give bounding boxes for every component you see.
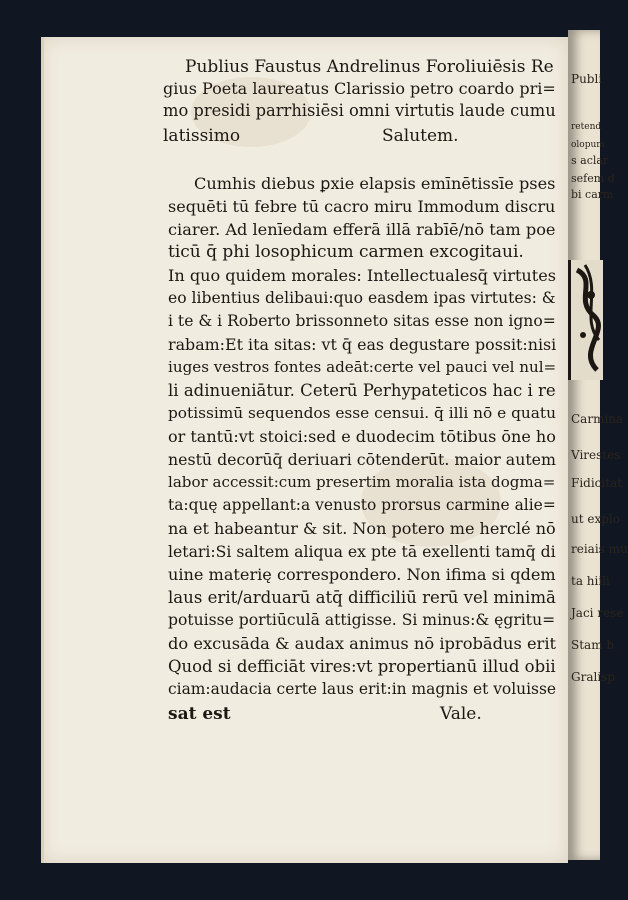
facing-fragment: olopum	[571, 140, 605, 150]
heading-line: gius Poeta laureatus Clarissio petro coardo pri=	[163, 79, 556, 98]
body-line: iuges vestros fontes adeāt:certe vel pauci vel nul=	[168, 358, 557, 376]
facing-fragment: Carmina	[571, 412, 624, 426]
facing-fragment: Virestes	[571, 448, 621, 462]
facing-page	[568, 30, 628, 860]
body-line: Cumhis diebus ꝑxie elapsis emīnētissīe pses	[194, 174, 556, 193]
body-line: letari:Si saltem aliqua ex pte tā exellenti tamq̄ di	[168, 542, 556, 561]
body-line: nestū decorūq̄ deriuari cōtenderūt. maior autem	[168, 450, 556, 469]
body-line: li adinueniātur. Ceterū Perhypateticos hac i re	[168, 381, 556, 400]
body-line: ticū q̄ phi losophicum carmen excogitaui.	[168, 242, 524, 262]
facing-fragment: Stam b	[571, 638, 615, 652]
facing-fragment: bi carm	[571, 188, 614, 201]
facing-fragment: Fidicitat	[571, 476, 623, 490]
closing: Vale.	[440, 704, 482, 724]
body-line: eo libentius delibaui:quo easdem ipas virtutes: &	[168, 289, 556, 307]
body-line: i te & i Roberto brissonneto sitas esse non igno=	[168, 312, 556, 330]
page-edge	[41, 37, 44, 863]
body-line: rabam:Et ita sitas: vt q̄ eas degustare possit:nisi	[168, 335, 557, 354]
body-line: In quo quidem morales: Intellectualesq̄ virtutes	[168, 266, 556, 285]
body-line: do excusāda & audax animus nō iprobādus erit	[168, 634, 557, 653]
body-line: Quod si defficiāt vires:vt propertianū illud obii	[168, 657, 556, 676]
body-line: potuisse portiūculā attigisse. Si minus:& ęgritu=	[168, 611, 556, 629]
facing-fragment: ut explo	[571, 512, 620, 526]
body-line: ciarer. Ad lenīedam efferā illā rabīē/nō tam poe	[168, 220, 556, 239]
facing-fragment: ta hiili	[571, 574, 610, 588]
salutation: Salutem.	[382, 126, 459, 146]
heading-line: Publius Faustus Andrelinus Foroliuiēsis Re	[185, 57, 554, 77]
facing-fragment: sefem d	[571, 172, 615, 185]
body-line: sequēti tū febre tū cacro miru Immodum discru	[168, 197, 556, 216]
facing-fragment: retend	[571, 122, 602, 132]
body-line: labor accessit:cum presertim moralia ista dogma=	[168, 473, 556, 491]
body-line: uine materię correspondero. Non ifima si qdem	[168, 565, 556, 584]
heading-line: mo presidi parrhisiēsi omni virtutis laude cumu	[163, 101, 556, 120]
body-line: na et habeantur & sit. Non potero me herclé nō	[168, 519, 556, 538]
body-line: ciam:audacia certe laus erit:in magnis et voluisse	[168, 680, 557, 698]
body-line: ta:quę appellant:a venusto prorsus carmine alie=	[168, 496, 556, 514]
facing-fragment: s aclar	[571, 154, 609, 167]
facing-fragment: reiais mu	[571, 542, 628, 556]
decorated-initial-image	[568, 260, 603, 380]
body-line: laus erit/arduarū atq̄ difficiliū rerū vel minimā	[168, 588, 556, 607]
facing-fragment: Gralisp	[571, 670, 615, 684]
body-line: potissimū sequendos esse censui. q̄ illi nō e quatu	[168, 404, 556, 422]
body-line: or tantū:vt stoici:sed e duodecim tōtibus ōne ho	[168, 427, 556, 446]
facing-fragment: Jaci rese	[571, 606, 624, 620]
body-line: sat est	[168, 704, 231, 724]
heading-line: latissimo	[163, 126, 241, 146]
facing-fragment: Publi	[571, 72, 603, 86]
